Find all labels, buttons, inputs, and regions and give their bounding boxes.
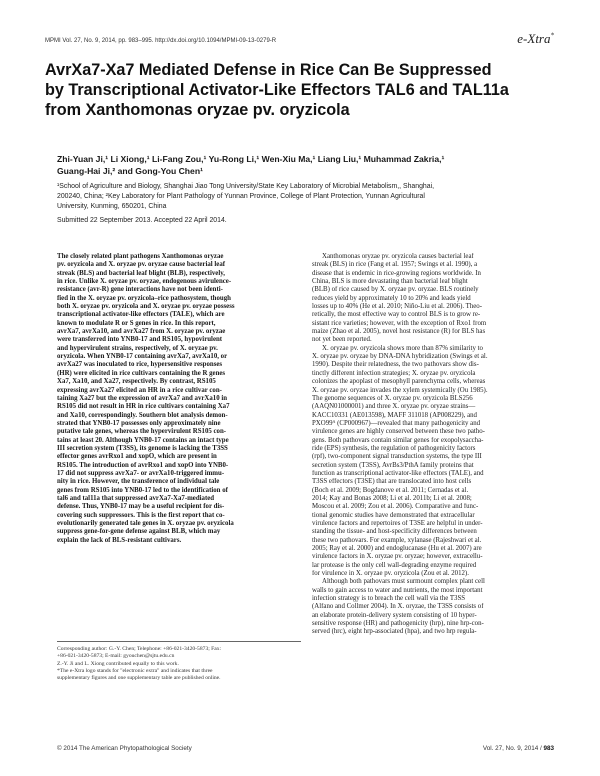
footnote-line: *The e-Xtra logo stands for "electronic extra" and indicates that three <box>57 667 213 674</box>
abstract-line: III secretion system (T3SS), its genome is lacking the T3SS <box>57 444 228 452</box>
body-line: reduces yield by approximately 10 to 20% and leads yield <box>312 294 471 302</box>
body-line: Although both pathovars must surmount complex plant cell <box>322 578 485 586</box>
abstract-line: known to modulate R or S genes in rice. In this report, <box>57 319 216 327</box>
affiliations <box>57 182 557 211</box>
body-line: disease that is endemic in rice-growing regions worldwide. In <box>312 269 481 277</box>
abstract-line: expressing avrXa27 elicited an HR in a rice cultivar con- <box>57 386 222 394</box>
body-line: gens. Both pathovars contain similar genes for exopolysaccha- <box>312 436 484 444</box>
right-column <box>312 253 558 637</box>
abstract-line: suppress gene-for-gene defense against BLB, which may <box>57 528 221 536</box>
body-line: tinctly different infection strategies; X. oryzae pv. oryzicola <box>312 369 476 377</box>
body-line: X. oryzae pv. oryzae by DNA-DNA hybridization (Swings et al. <box>312 353 488 361</box>
body-line: (Alfano and Collmer 2004). In X. oryzae, the T3SS consists of <box>312 603 484 611</box>
body-line: streak (BLS) in rice (Fang et al. 1957; Swings et al. 1990), a <box>312 261 478 269</box>
abstract-line: and Xa10, correspondingly. Southern blot analysis demon- <box>57 411 228 419</box>
page-footer <box>483 745 554 752</box>
body-line: losses up to 40% (He et al. 2010; Niño-Liu et al. 2006). Theo- <box>312 303 482 311</box>
body-line: 1990). Despite their relatedness, the two pathovars show dis- <box>312 361 479 369</box>
body-line: ride (EPS) synthesis, the regulation of pathogenicity factors <box>312 444 476 452</box>
body-line: for virulence in X. oryzae pv. oryzicola (Zou et al. 2012). <box>312 570 469 578</box>
footer-volume: Vol. 27, No. 9, 2014 / <box>482 745 542 752</box>
abstract-line: effector genes avrRxo1 and xopO, which are present in <box>57 453 217 461</box>
body-line: an elaborate protein-delivery system consisting of 10 hyper- <box>312 611 477 619</box>
abstract-line: streak (BLS) and bacterial leaf blight (BLB), respectively, <box>57 269 225 277</box>
abstract-line: 17 did not suppress avrXa7- or avrXa10-triggered immu- <box>57 469 225 477</box>
body-line: sistant rice varieties; however, with the exception of Rxo1 from <box>312 319 487 327</box>
abstract-line: and hypervirulent strains, respectively, of X. oryzae pv. <box>57 344 218 352</box>
abstract-line: pv. oryzicola and X. oryzae pv. oryzae cause bacterial leaf <box>57 261 226 269</box>
footnote-line: supplementary figures and one supplementary table are published online. <box>57 675 221 682</box>
body-line: X. oryzae pv. oryzae invades the xylem systemically (Ou 1985). <box>312 386 488 394</box>
abstract-line: tal6 and tal11a that suppressed avrXa7-Xa7-mediated <box>57 494 215 502</box>
abstract-line: explain the lack of BLS-resistant cultivars. <box>57 536 182 544</box>
body-line: standing the tissue- and host-specificity differences between <box>312 528 477 536</box>
footnote-divider <box>57 641 301 642</box>
abstract-line: both X. oryzae pv. oryzicola and X. oryzae pv. oryzae possess <box>57 303 235 311</box>
body-line: The genome sequences of X. oryzae pv. oryzicola BLS256 <box>312 394 473 402</box>
introduction-text <box>312 253 558 637</box>
submission-dates: Submitted 22 September 2013. Accepted 22 April 2014. <box>57 217 227 224</box>
author-line: Guang-Hai Ji,² and Gong-You Chen¹ <box>57 166 203 176</box>
body-line: walls to gain access to water and nutrients, the most important <box>312 586 483 594</box>
body-line: served (hrc), eight hrp-associated (hpa), and two hrp regula- <box>312 628 477 636</box>
logo-text: e-Xtra <box>517 31 551 46</box>
body-line: (rpf), two-component signal transduction systems, the type III <box>312 453 482 461</box>
title-line: AvrXa7-Xa7 Mediated Defense in Rice Can Be Suppressed <box>45 61 492 79</box>
body-line: (BLB) of rice caused by X. oryzae pv. oryzae. BLS routinely <box>312 286 479 294</box>
body-line: KACC10331 (AE013598), MAFF 311018 (AP008229), and <box>312 411 477 419</box>
title-line: from Xanthomonas oryzae pv. oryzicola <box>45 101 350 119</box>
body-line: (AAQN01000001) and three X. oryzae pv. oryzae strains— <box>312 403 476 411</box>
abstract-line: resistance (avr-R) gene interactions have not been identi- <box>57 286 223 294</box>
abstract-line: (HR) were elicited in rice cultivars containing the R genes <box>57 369 226 377</box>
abstract-line: genes from RS105 into YNB0-17 led to the identification of <box>57 486 228 494</box>
affiliation-line: University, Kunming, 650201, China <box>57 202 167 210</box>
body-line: these two pathovars. For example, xylanase (Rajeshwari et al. <box>312 536 482 544</box>
body-line: not yet been reported. <box>312 336 372 344</box>
abstract-line: RS105 did not result in HR in rice cultivars containing Xa7 <box>57 403 230 411</box>
e-xtra-logo <box>517 31 554 47</box>
affiliation-line: 200240, China; ²Key Laboratory for Plant Pathology of Yunnan Province, College of Plant Protection, Yunnan Agricultural <box>57 192 425 200</box>
abstract-line: RS105. The introduction of avrRxo1 and xopO into YNB0- <box>57 461 229 469</box>
left-column <box>57 253 301 545</box>
logo-mark: * <box>550 31 554 40</box>
body-line: virulence factors in X. oryzae pv. oryzae; however, extracellu- <box>312 553 483 561</box>
author-line: Zhi-Yuan Ji,¹ Li Xiong,¹ Li-Fang Zou,¹ Yu-Rong Li,¹ Wen-Xiu Ma,¹ Liang Liu,¹ Muhammad Zakria,¹ <box>57 154 445 164</box>
citation-header: MPMI Vol. 27, No. 9, 2014, pp. 983–995. http://dx.doi.org/10.1094/MPMI-09-13-0279-R <box>45 38 277 44</box>
abstract-line: nity in rice. However, the transference of individual tale <box>57 478 220 486</box>
footnote-line: Corresponding author: G.-Y. Chen; Telephone: +86-021-3420-5873; Fax: <box>57 646 222 652</box>
abstract-line: strated that YNB0-17 possesses only approximately nine <box>57 419 221 427</box>
affiliation-line: ¹School of Agriculture and Biology, Shanghai Jiao Tong University/State Key Laboratory of Microbial Metabolism,, Shanghai, <box>57 183 435 190</box>
body-line: secretion system (T3SS), AvrBs3/PthA family proteins that <box>312 461 474 469</box>
abstract-line: covering such suppressors. This is the first report that co- <box>57 511 225 519</box>
body-line: maize (Zhao et al. 2005), novel host resistance (R) for BLS has <box>312 328 486 336</box>
body-line: tional genomic studies have demonstrated that extracellular <box>312 511 475 519</box>
abstract-line: were transferred into YNB0-17 and RS105, hypovirulent <box>57 336 223 344</box>
abstract-line: avrXa7, avrXa10, and avrXa27 from X. oryzae pv. oryzae <box>57 328 226 336</box>
copyright-notice: © 2014 The American Phytopathological Society <box>57 745 192 752</box>
body-line: T3SS effectors (T3SE) that are translocated into host cells <box>312 478 472 486</box>
abstract-line: oryzicola. When YNB0-17 containing avrXa7, avrXa10, or <box>57 353 228 361</box>
abstract-line: evolutionarily generated tale genes in X. oryzae pv. oryzicola <box>57 520 234 527</box>
body-line: China, BLS is more devastating than bacterial leaf blight <box>312 278 468 286</box>
body-line: X. oryzae pv. oryzicola shows more than 87% similarity to <box>322 344 483 352</box>
body-line: retically, the most effective way to control BLS is to grow re- <box>312 311 481 319</box>
footnote-line: +86-021-3420-5873; E-mail: gyouchen@sjtu.edu.cn <box>57 653 175 660</box>
abstract-line: transcriptional activator-like effectors (TALE), which are <box>57 311 225 319</box>
body-line: virulence factors and repertoires of T3SE are helpful in under- <box>312 520 483 527</box>
page-number: 983 <box>543 745 554 752</box>
abstract-line: taining Xa27 but the expression of avrXa7 and avrXa10 in <box>57 394 228 402</box>
body-line: 2005; Ray et al. 2000) and endoglucanase (Hu et al. 2007) are <box>312 545 482 553</box>
body-line: PXO99ᴬ (CP000967)—revealed that many pathogenicity and <box>312 419 481 427</box>
body-line: sensitive response (HR) and pathogenicity (hrp), nine hrp-con- <box>312 620 484 628</box>
body-line: function as transcriptional activator-like effectors (TALE), and <box>312 469 484 477</box>
body-line: colonizes the apoplast of mesophyll parenchyma cells, whereas <box>312 378 486 386</box>
abstract-line: Xa7, Xa10, and Xa27, respectively. By contrast, RS105 <box>57 378 216 386</box>
body-line: (Boch et al. 2009; Bogdanove et al. 2011; Cernadas et al. <box>312 486 469 494</box>
abstract <box>57 253 301 545</box>
abstract-line: tains at least 20. Although YNB0-17 contains an intact type <box>57 436 229 444</box>
body-line: lar protease is the only cell wall-degrading enzyme required <box>312 561 477 569</box>
body-line: Moscou et al. 2009; Zou et al. 2006). Comparative and func- <box>312 503 479 511</box>
footnotes <box>57 646 301 682</box>
body-line: infection strategy is to breach the cell wall via the T3SS <box>312 595 466 603</box>
body-line: Xanthomonas oryzae pv. oryzicola causes bacterial leaf <box>322 253 474 260</box>
abstract-line: The closely related plant pathogens Xanthomonas oryzae <box>57 253 224 260</box>
abstract-line: in rice. Unlike X. oryzae pv. oryzae, endogenous avirulence- <box>57 278 232 286</box>
title-line: by Transcriptional Activator-Like Effectors TAL6 and TAL11a <box>45 81 509 99</box>
abstract-line: putative tale genes, whereas the hypervirulent RS105 con- <box>57 428 227 436</box>
body-line: virulence genes are highly conserved between these two patho- <box>312 428 485 436</box>
article-title <box>45 60 555 120</box>
abstract-line: avrXa27 was inoculated to rice, hypersensitive responses <box>57 361 223 369</box>
footnote-line: Z.-Y. Ji and L. Xiong contributed equally to this work. <box>57 660 179 667</box>
abstract-line: defense. Thus, YNB0-17 may be a useful recipient for dis- <box>57 503 225 511</box>
author-list <box>57 153 557 177</box>
abstract-line: fied in the X. oryzae pv. oryzicola–rice pathosystem, though <box>57 294 231 302</box>
body-line: 2014; Kay and Bonas 2008; Li et al. 2011b; Li et al. 2008; <box>312 494 472 502</box>
